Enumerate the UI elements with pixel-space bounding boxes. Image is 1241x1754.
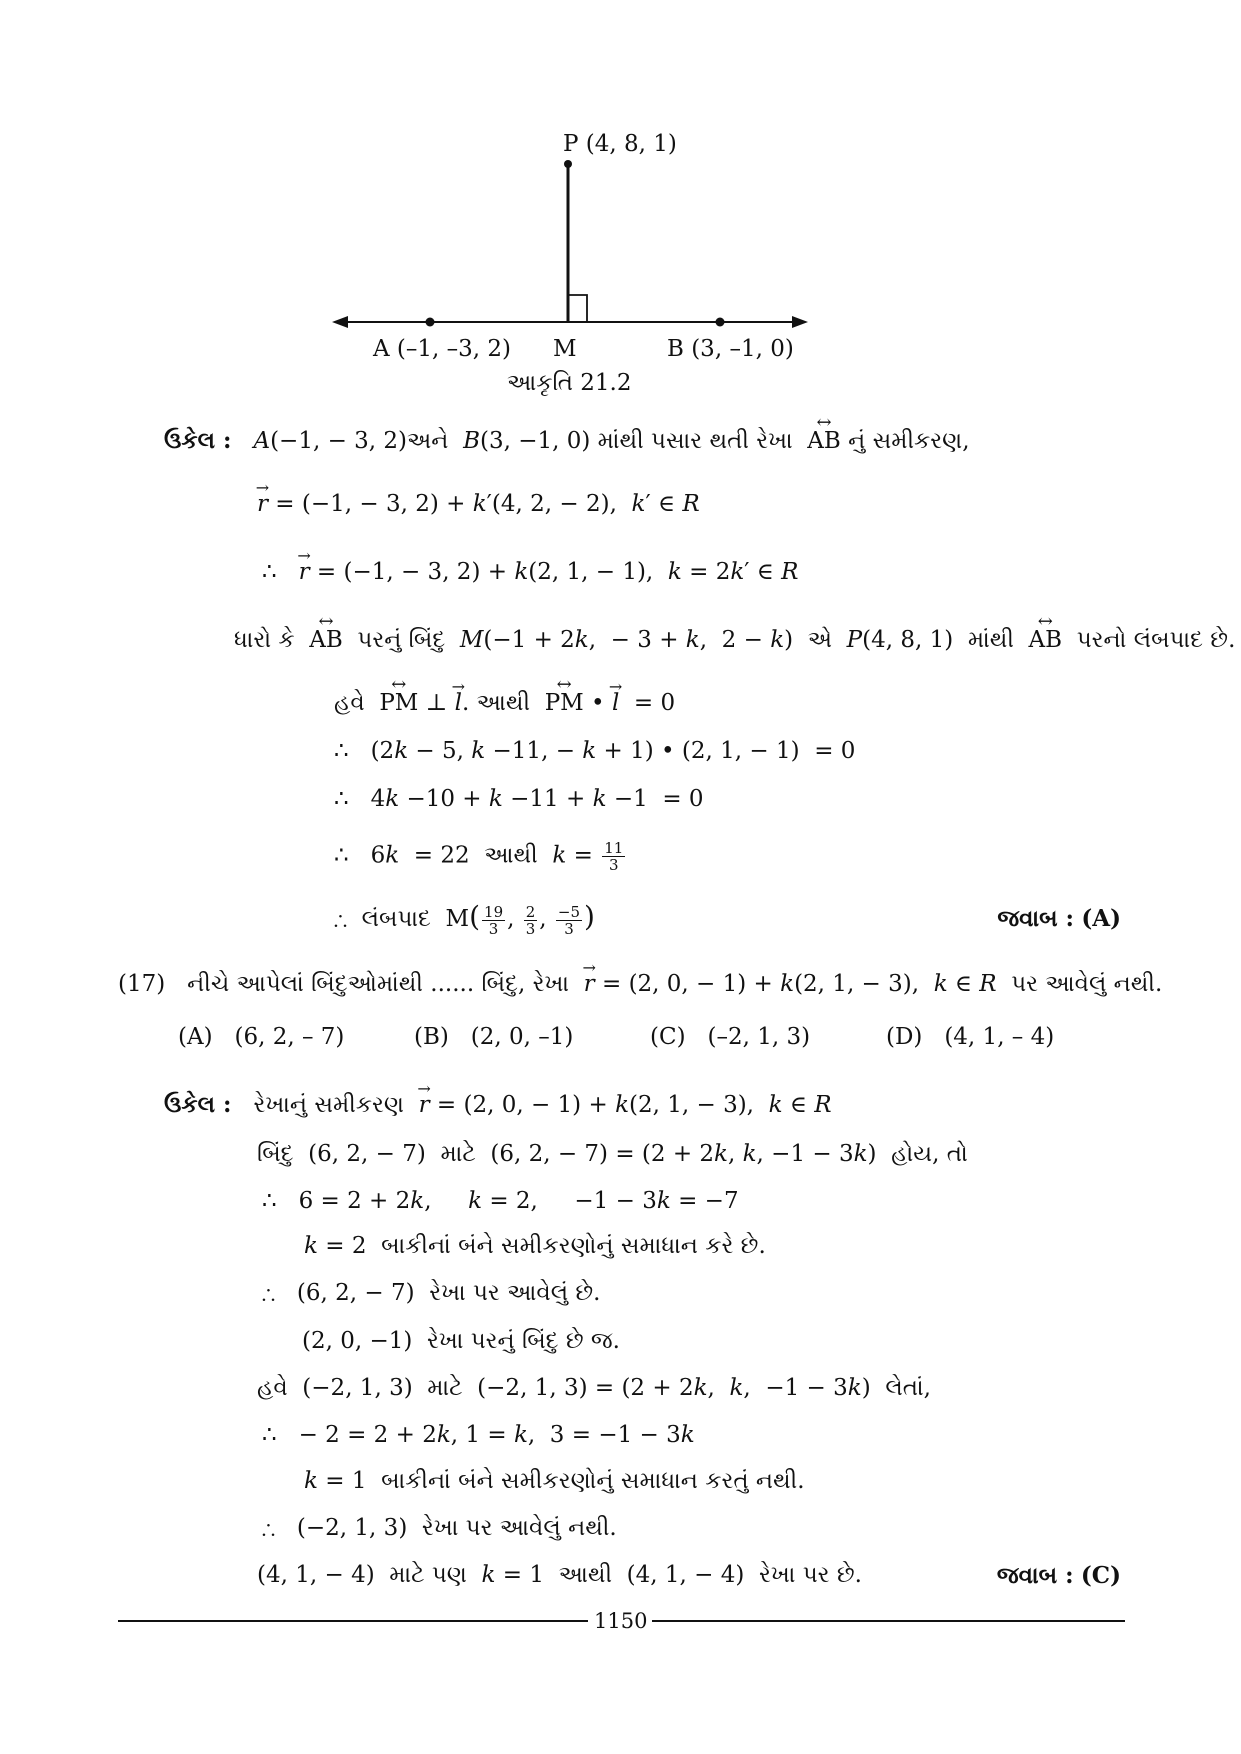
option-b: (B) (2, 0, –1): [414, 1024, 574, 1050]
solution-label: ઉકેલ :: [164, 1091, 232, 1118]
sol17-line9: k = 1 બાકીનાં બંને સમીકરણોનું સમાધાન કરતું નથી.: [304, 1468, 805, 1494]
point-a-dot: [426, 318, 435, 327]
label-point-a: A (–1, –3, 2): [373, 336, 512, 362]
footer-rule-left: [118, 1620, 588, 1622]
sol17-line4: k = 2 બાકીનાં બંને સમીકરણોનું સમાધાન કરે છે.: [304, 1233, 766, 1259]
arrow-left-icon: [332, 316, 348, 328]
sol17-line3: ∴ 6 = 2 + 2k, k = 2, −1 − 3k = −7: [262, 1188, 739, 1214]
sol16-line6: ∴ (2k − 5, k −11, − k + 1) • (2, 1, − 1) = 0: [334, 738, 856, 764]
sol16-line9: ∴ લંબપાદ M( $\frac{19}{3}$ , $\frac{2}{3}$ , $\frac{-5}{3}$ ): [334, 900, 595, 938]
figure-caption: આકૃતિ 21.2: [507, 370, 632, 396]
question-number: (17): [118, 971, 166, 997]
sol16-line7: ∴ 4k −10 + k −11 + k −1 = 0: [334, 786, 704, 812]
sol16-line3: ∴ → r = (−1, − 3, 2) + k(2, 1, − 1), k = 2k′ ∈ R: [262, 557, 798, 587]
option-c: (C) (–2, 1, 3): [650, 1024, 811, 1050]
point-b-dot: [716, 318, 725, 327]
sol17-line6: (2, 0, −1) રેખા પરનું બિંદુ છે જ.: [302, 1328, 620, 1354]
option-d: (D) (4, 1, – 4): [886, 1024, 1055, 1050]
point-p-dot: [564, 160, 572, 168]
sol17-line2: બિંદુ (6, 2, − 7) માટે (6, 2, − 7) = (2 + 2k, k, −1 − 3k) હોય, તો: [257, 1141, 968, 1167]
sol16-line8: ∴ 6k = 22 આથી k = $\frac{11}{3}$: [334, 839, 624, 874]
label-point-p: P (4, 8, 1): [563, 131, 677, 157]
fraction: $\frac{11}{3}$: [604, 839, 624, 874]
sol17-line5: ∴ (6, 2, − 7) રેખા પર આવેલું છે.: [262, 1280, 601, 1306]
sol17-line8: ∴ − 2 = 2 + 2k, 1 = k, 3 = −1 − 3k: [262, 1422, 695, 1448]
question-17: (17) નીચે આપેલાં બિંદુઓમાંથી ...... બિંદુ, રેખા → r = (2, 0, − 1) + k(2, 1, − 3), k ∈ R પર આવેલું નથી.: [118, 969, 1162, 999]
answer-17: જવાબ : (C): [996, 1562, 1121, 1589]
solution-label: ઉકેલ :: [164, 427, 232, 454]
arrow-right-icon: [792, 316, 808, 328]
sol17-line7: હવે (−2, 1, 3) માટે (−2, 1, 3) = (2 + 2k, k, −1 − 3k) લેતાં,: [257, 1375, 931, 1401]
footer-rule-right: [652, 1620, 1125, 1622]
answer-16: જવાબ : (A): [997, 905, 1121, 932]
sol17-line11: (4, 1, − 4) માટે પણ k = 1 આથી (4, 1, − 4) રેખા પર છે.: [257, 1562, 862, 1588]
sol17-line10: ∴ (−2, 1, 3) રેખા પર આવેલું નથી.: [262, 1515, 617, 1541]
figure-21-2: [0, 0, 1241, 400]
sol16-line2: → r = (−1, − 3, 2) + k′(4, 2, − 2), k′ ∈ R: [257, 489, 700, 519]
label-point-m: M: [553, 336, 577, 362]
sol17-line1: ઉકેલ : રેખાનું સમીકરણ → r = (2, 0, − 1) + k(2, 1, − 3), k ∈ R: [164, 1090, 832, 1120]
sol16-line1: ઉકેલ : A(−1, − 3, 2)અને B(3, −1, 0) માંથી પસાર થતી રેખા ↔ AB નું સમીકરણ,: [164, 426, 970, 456]
option-a: (A) (6, 2, – 7): [178, 1024, 345, 1050]
label-point-b: B (3, –1, 0): [667, 336, 794, 362]
right-angle-mark: [568, 295, 587, 322]
sol16-line4: ધારો કે ↔ AB પરનું બિંદુ M(−1 + 2k, − 3 + k, 2 − k) એ P(4, 8, 1) માંથી ↔ AB પરનો લંબપાદ છે.: [234, 625, 1235, 655]
page-number: 1150: [594, 1609, 648, 1633]
sol16-line5: હવે ↔ PM ⊥ → l. આથી ↔ PM • → l = 0: [334, 688, 675, 718]
